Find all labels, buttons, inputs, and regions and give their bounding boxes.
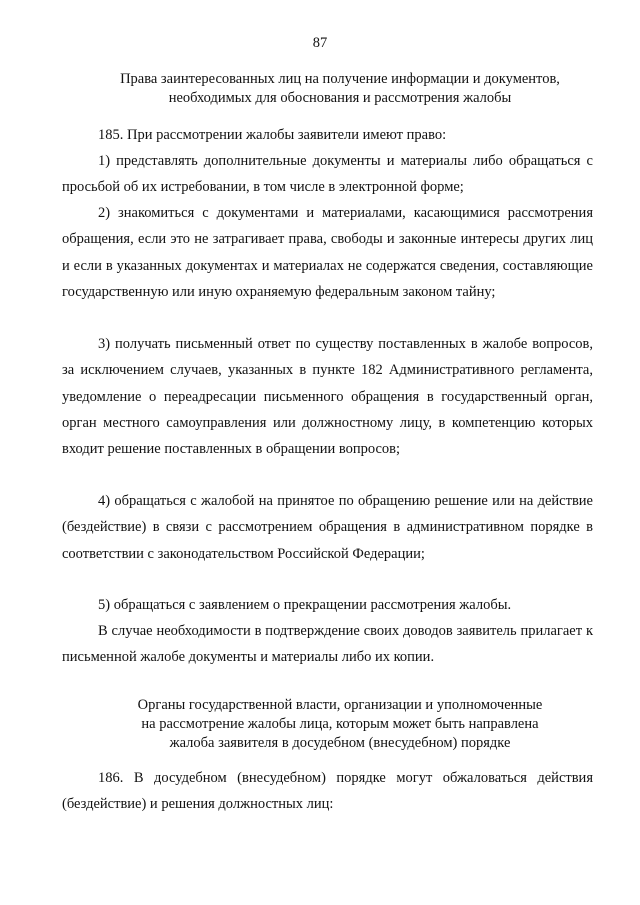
heading-line: на рассмотрение жалобы лица, которым может быть направлена (141, 716, 539, 732)
paragraph-185: 185. При рассмотрении жалобы заявители имеют право: (98, 127, 447, 143)
section-heading-authorities (60, 696, 620, 753)
paragraph-item-5: 5) обращаться с заявлением о прекращении рассмотрения жалобы. (98, 597, 512, 613)
heading-line: Права заинтересованных лиц на получение информации и документов, (120, 71, 560, 87)
paragraph-item-4: 4) обращаться с жалобой на принятое по обращению решение или на действие (бездействие) в связи с рассмотрением обращения в административном порядке в соответствии с законодательством Российской Федерации; (62, 493, 593, 562)
section-heading-rights (60, 70, 620, 108)
paragraph-item-3: 3) получать письменный ответ по существу поставленных в жалобе вопросов, за исключением случаев, указанных в пункте 182 Административного регламента, уведомление о переадресации письменного обращения в государственный орган, орган местного самоуправления или должностному лицу, в компетенцию которых входит решение поставленных в обращении вопросов; (62, 336, 593, 458)
paragraph-item-2: 2) знакомиться с документами и материалами, касающимися рассмотрения обращения, если это не затрагивает права, свободы и законные интересы других лиц и если в указанных документах и материалах не содержатся сведения, составляющие государственную или иную охраняемую федеральным законом тайну; (62, 205, 593, 300)
heading-line: необходимых для обоснования и рассмотрения жалобы (168, 90, 512, 106)
paragraph-note: В случае необходимости в подтверждение своих доводов заявитель прилагает к письменной жалобе документы и материалы либо их копии. (62, 623, 593, 666)
heading-line: Органы государственной власти, организации и уполномоченные (137, 697, 543, 713)
paragraph-item-1: 1) представлять дополнительные документы и материалы либо обращаться с просьбой об их истребовании, в том числе в электронной форме; (62, 153, 593, 196)
heading-line: жалоба заявителя в досудебном (внесудебном) порядке (169, 735, 511, 751)
page-number: 87 (312, 35, 328, 51)
paragraph-186: 186. В досудебном (внесудебном) порядке могут обжаловаться действия (бездействие) и решения должностных лиц: (62, 770, 593, 813)
